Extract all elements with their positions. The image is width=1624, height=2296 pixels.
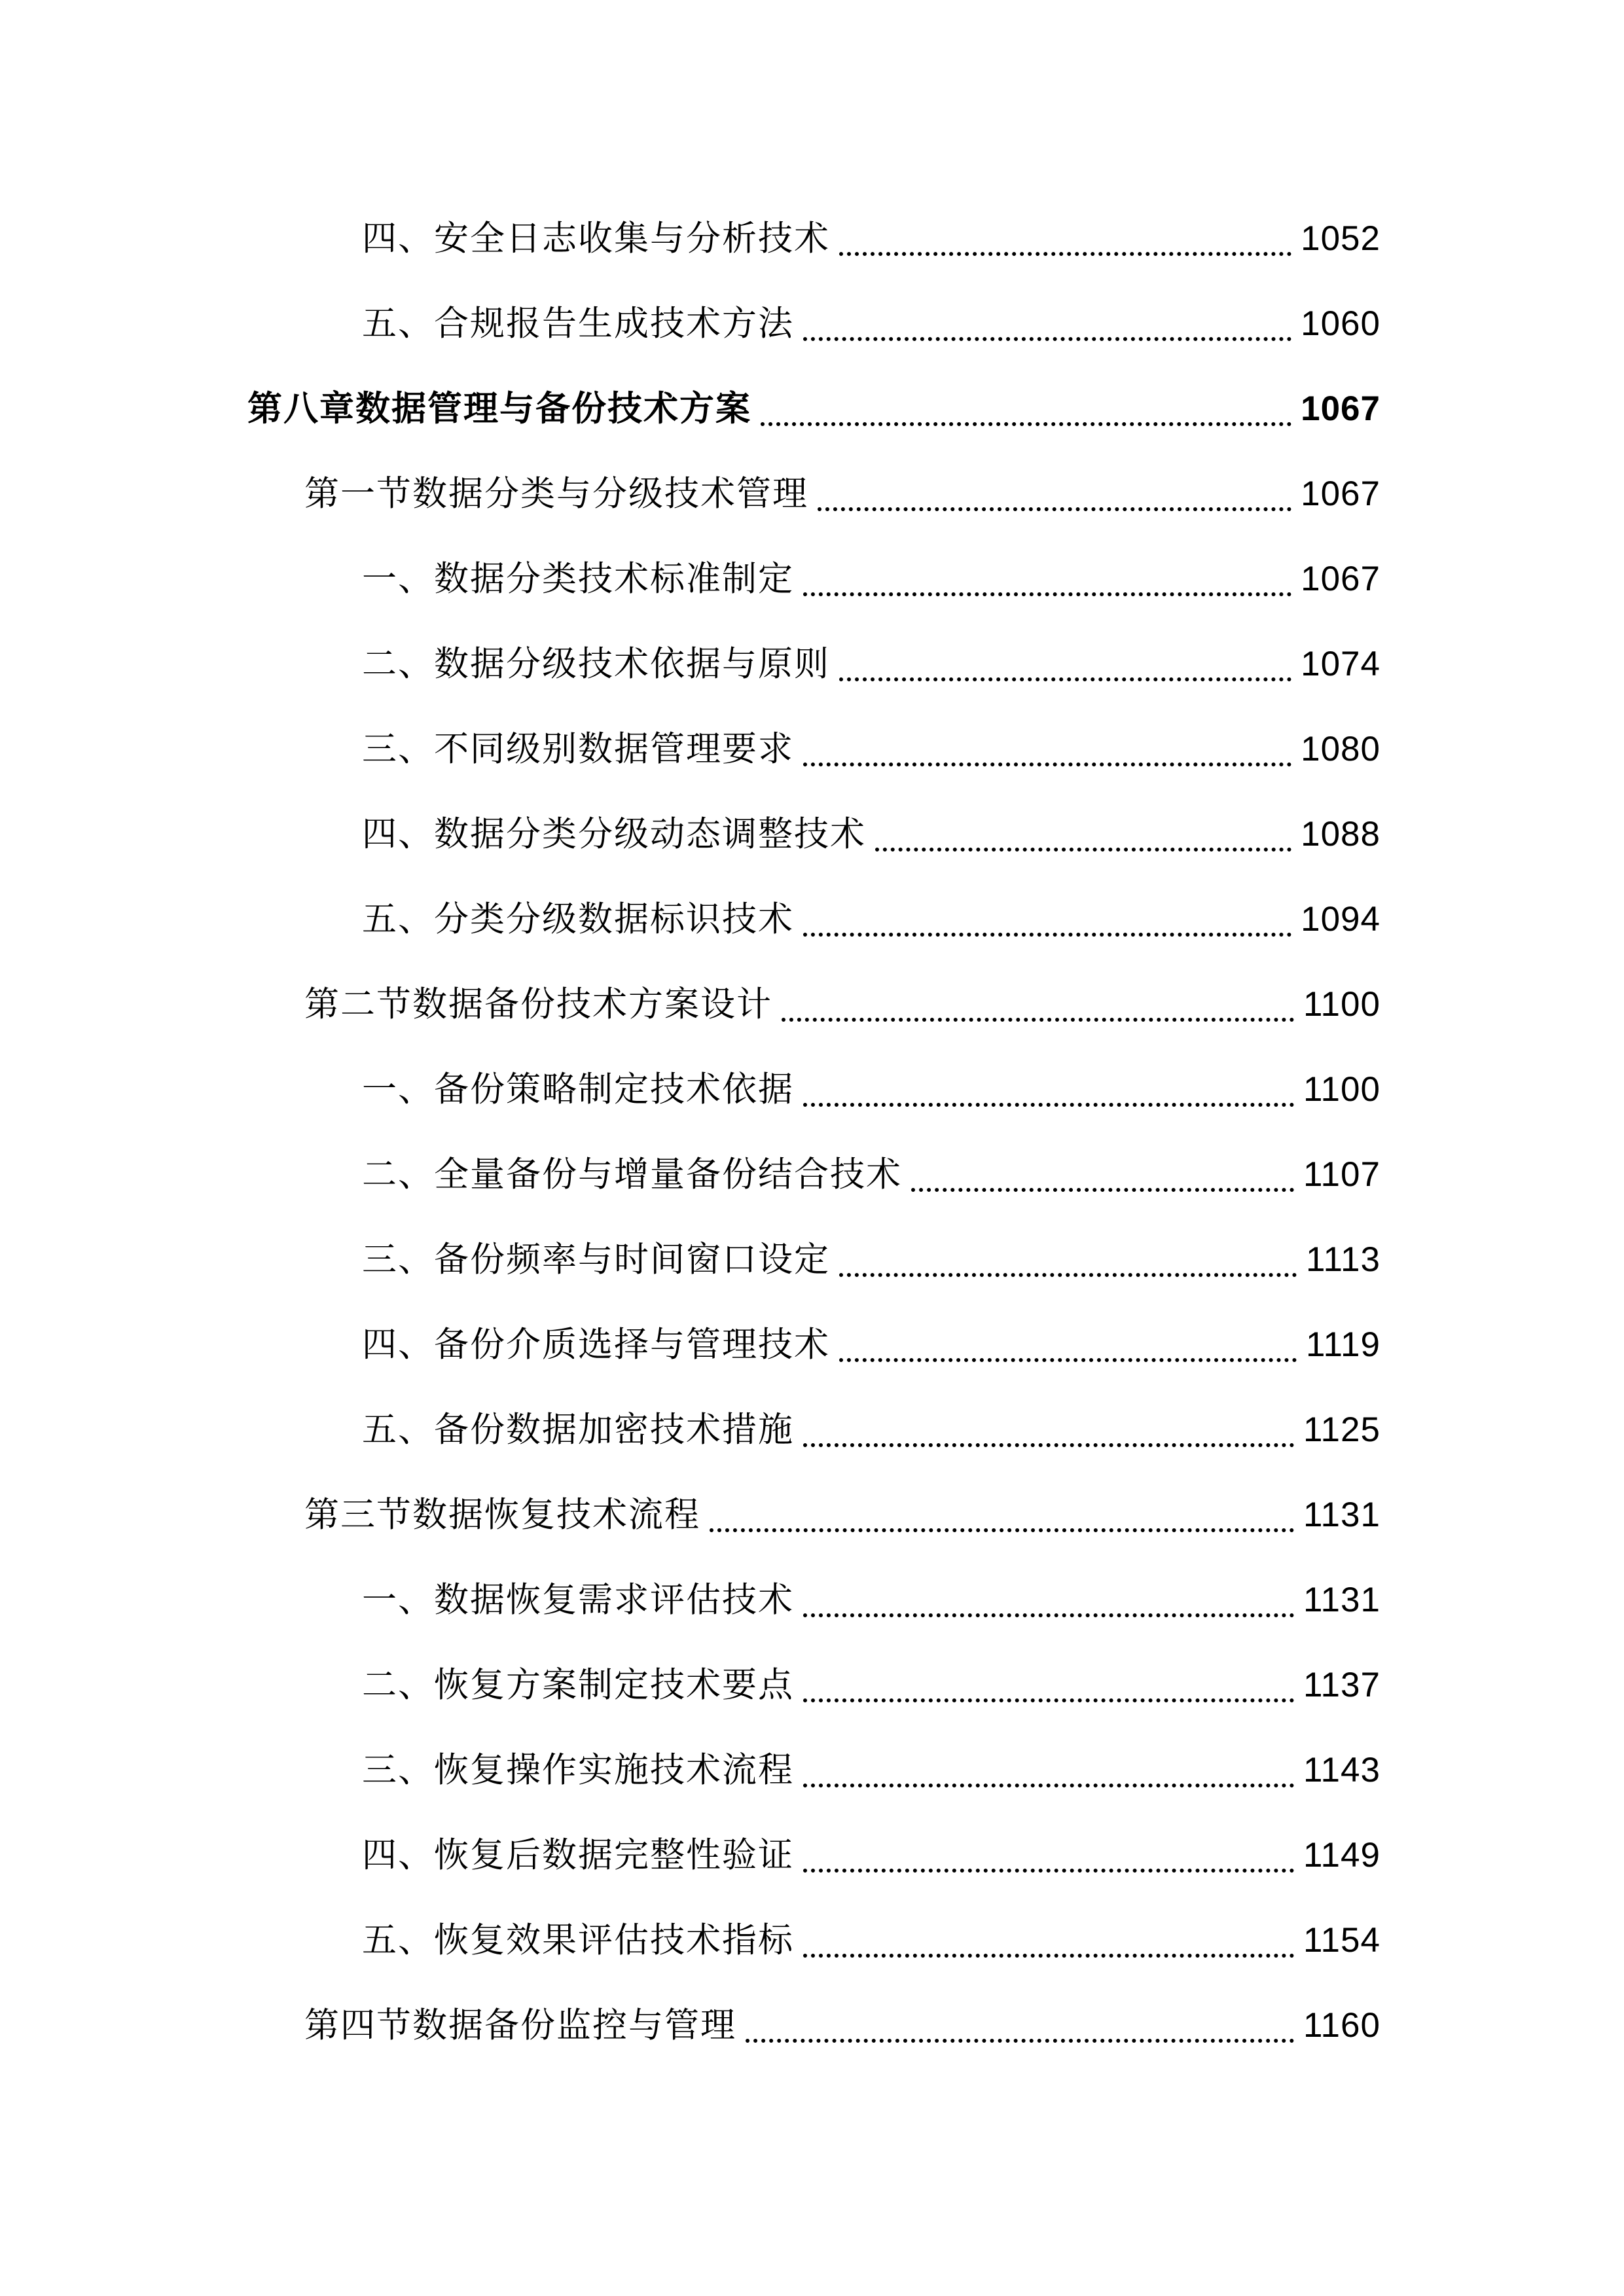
toc-entry-section[interactable] [362, 1149, 1380, 1201]
toc-entry-section[interactable] [362, 1404, 1380, 1456]
toc-entry-title: 四、备份介质选择与管理技术 [362, 1325, 830, 1365]
toc-entry-title: 第一节数据分类与分级技术管理 [304, 474, 808, 514]
toc-entry-subchapter[interactable] [304, 2000, 1380, 2052]
toc-entry-section[interactable] [362, 723, 1380, 776]
toc-entry-title: 四、安全日志收集与分析技术 [362, 219, 830, 259]
toc-entry-section[interactable] [362, 1744, 1380, 1797]
toc-entry-page: 1080 [1301, 730, 1380, 768]
toc-entry-page: 1113 [1305, 1240, 1380, 1279]
toc-entry-page: 1094 [1301, 900, 1380, 939]
toc-entry-subchapter[interactable] [304, 978, 1380, 1031]
dot-leader [818, 507, 1291, 511]
toc-entry-title: 一、数据恢复需求评估技术 [362, 1580, 794, 1620]
toc-entry-section[interactable] [362, 1659, 1380, 1712]
dot-leader [746, 2039, 1294, 2043]
toc-entry-page: 1160 [1303, 2006, 1380, 2045]
toc-entry-title: 二、恢复方案制定技术要点 [362, 1665, 794, 1705]
toc-entry-section[interactable] [362, 1064, 1380, 1116]
dot-leader [803, 933, 1291, 937]
toc-entry-page: 1100 [1303, 985, 1380, 1024]
dot-leader [803, 1443, 1294, 1447]
dot-leader [803, 1698, 1294, 1702]
dot-leader [839, 1273, 1297, 1277]
dot-leader [839, 1358, 1297, 1362]
dot-leader [911, 1188, 1294, 1192]
toc-entry-page: 1119 [1305, 1325, 1380, 1364]
dot-leader [803, 762, 1291, 766]
toc-entry-page: 1131 [1303, 1581, 1380, 1619]
toc-entry-page: 1100 [1303, 1070, 1380, 1109]
toc-entry-subchapter[interactable] [304, 468, 1380, 520]
toc-entry-section[interactable] [362, 1574, 1380, 1626]
toc-entry-section[interactable] [362, 638, 1380, 691]
toc-entry-chapter[interactable] [247, 383, 1380, 435]
toc-entry-title: 四、数据分类分级动态调整技术 [362, 814, 866, 854]
dot-leader [875, 848, 1291, 852]
toc-entry-page: 1067 [1301, 389, 1380, 428]
toc-entry-page: 1052 [1301, 219, 1380, 258]
toc-entry-title: 第八章数据管理与备份技术方案 [247, 389, 751, 429]
toc-entry-page: 1067 [1301, 560, 1380, 598]
dot-leader [839, 252, 1291, 256]
toc-entry-section[interactable] [362, 213, 1380, 265]
toc-entry-page: 1060 [1301, 304, 1380, 343]
toc-entry-title: 二、全量备份与增量备份结合技术 [362, 1155, 902, 1194]
toc-entry-page: 1107 [1303, 1155, 1380, 1194]
toc-entry-section[interactable] [362, 1829, 1380, 1882]
toc-entry-page: 1088 [1301, 815, 1380, 853]
toc-entry-title: 第四节数据备份监控与管理 [304, 2005, 736, 2045]
toc-entry-section[interactable] [362, 553, 1380, 605]
dot-leader [803, 1103, 1294, 1107]
dot-leader [803, 1954, 1294, 1958]
toc-entry-page: 1143 [1303, 1751, 1380, 1789]
dot-leader [803, 337, 1291, 341]
dot-leader [710, 1528, 1294, 1532]
toc-entry-section[interactable] [362, 298, 1380, 350]
toc-entry-title: 五、恢复效果评估技术指标 [362, 1920, 794, 1960]
toc-entry-title: 五、合规报告生成技术方法 [362, 304, 794, 344]
toc-entry-subchapter[interactable] [304, 1489, 1380, 1541]
toc-entry-page: 1125 [1303, 1410, 1380, 1449]
toc-entry-title: 三、备份频率与时间窗口设定 [362, 1240, 830, 1280]
toc-entry-title: 一、备份策略制定技术依据 [362, 1069, 794, 1109]
toc-entry-title: 三、恢复操作实施技术流程 [362, 1750, 794, 1790]
toc-entry-section[interactable] [362, 808, 1380, 861]
dot-leader [803, 1869, 1294, 1873]
dot-leader [803, 1613, 1294, 1617]
toc-entry-page: 1131 [1303, 1496, 1380, 1534]
toc-entry-page: 1149 [1303, 1836, 1380, 1874]
toc-entry-page: 1154 [1303, 1921, 1380, 1960]
toc-entry-section[interactable] [362, 893, 1380, 946]
toc-entry-title: 三、不同级别数据管理要求 [362, 729, 794, 769]
dot-leader [782, 1018, 1294, 1022]
toc-entry-title: 五、备份数据加密技术措施 [362, 1410, 794, 1450]
toc-entry-page: 1074 [1301, 645, 1380, 683]
toc-entry-title: 二、数据分级技术依据与原则 [362, 644, 830, 684]
toc-entry-section[interactable] [362, 1319, 1380, 1371]
toc-entry-section[interactable] [362, 1914, 1380, 1967]
toc-entry-page: 1067 [1301, 475, 1380, 513]
toc-entry-title: 第三节数据恢复技术流程 [304, 1495, 700, 1535]
toc-entry-title: 五、分类分级数据标识技术 [362, 899, 794, 939]
dot-leader [803, 1784, 1294, 1787]
toc-entry-section[interactable] [362, 1234, 1380, 1286]
dot-leader [761, 422, 1291, 426]
dot-leader [839, 677, 1291, 681]
toc-entry-title: 一、数据分类技术标准制定 [362, 559, 794, 599]
toc-entry-page: 1137 [1303, 1666, 1380, 1704]
toc-entry-title: 第二节数据备份技术方案设计 [304, 984, 772, 1024]
toc-entry-title: 四、恢复后数据完整性验证 [362, 1835, 794, 1875]
dot-leader [803, 592, 1291, 596]
